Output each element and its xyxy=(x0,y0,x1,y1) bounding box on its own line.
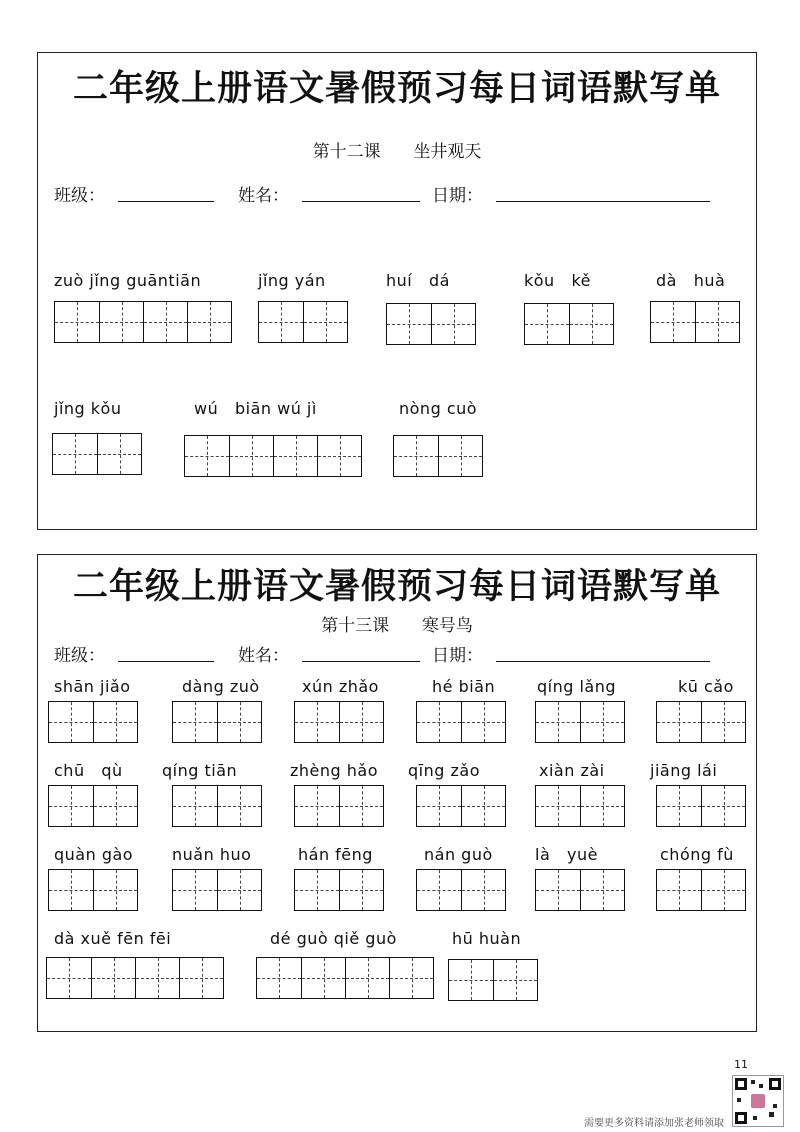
writing-grid[interactable] xyxy=(54,301,232,343)
pinyin-label: qíng lǎng xyxy=(537,677,617,696)
writing-grid[interactable] xyxy=(48,785,138,827)
pinyin-label: jǐng kǒu xyxy=(54,399,122,418)
writing-grid[interactable] xyxy=(48,869,138,911)
writing-grid[interactable] xyxy=(172,785,262,827)
worksheet-lesson-12 xyxy=(37,52,757,530)
pinyin-label: qíng tiān xyxy=(162,761,238,780)
worksheet-title: 二年级上册语文暑假预习每日词语默写单 xyxy=(72,68,721,109)
class-field[interactable] xyxy=(118,661,214,662)
pinyin-label: chū qù xyxy=(54,761,123,780)
writing-grid[interactable] xyxy=(535,785,625,827)
pinyin-label: dà xuě fēn fēi xyxy=(54,929,172,948)
writing-grid[interactable] xyxy=(535,701,625,743)
writing-grid[interactable] xyxy=(393,435,483,477)
lesson-number: 第十二课 xyxy=(312,142,381,162)
name-field[interactable] xyxy=(302,201,420,202)
name-field[interactable] xyxy=(302,661,420,662)
writing-grid[interactable] xyxy=(294,785,384,827)
lesson-number: 第十三课 xyxy=(321,616,390,636)
pinyin-label: wú biān wú jì xyxy=(194,399,317,418)
writing-grid[interactable] xyxy=(294,701,384,743)
worksheet-title: 二年级上册语文暑假预习每日词语默写单 xyxy=(72,566,721,607)
date-label: 日期： xyxy=(432,186,483,206)
writing-grid[interactable] xyxy=(650,301,740,343)
pinyin-label: hé biān xyxy=(432,677,496,696)
pinyin-label: shān jiǎo xyxy=(54,677,131,696)
writing-grid[interactable] xyxy=(416,701,506,743)
pinyin-label: nán guò xyxy=(424,845,493,864)
writing-grid[interactable] xyxy=(656,785,746,827)
pinyin-label: xiàn zài xyxy=(539,761,605,780)
writing-grid[interactable] xyxy=(524,303,614,345)
pinyin-label: kǒu kě xyxy=(524,271,591,290)
writing-grid[interactable] xyxy=(184,435,362,477)
pinyin-label: là yuè xyxy=(535,845,598,864)
pinyin-label: dà huà xyxy=(656,271,726,290)
pinyin-label: qīng zǎo xyxy=(408,761,480,780)
pinyin-label: chóng fù xyxy=(660,845,734,864)
date-field[interactable] xyxy=(496,201,710,202)
page-number: 11 xyxy=(734,1058,748,1071)
writing-grid[interactable] xyxy=(535,869,625,911)
pinyin-label: hán fēng xyxy=(298,845,373,864)
pinyin-label: zhèng hǎo xyxy=(290,761,378,780)
lesson-heading xyxy=(38,137,756,162)
writing-grid[interactable] xyxy=(386,303,476,345)
pinyin-label: jǐng yán xyxy=(258,271,326,290)
pinyin-label: huí dá xyxy=(386,271,450,290)
class-label: 班级： xyxy=(54,646,105,666)
pinyin-label: hū huàn xyxy=(452,929,522,948)
lesson-name: 寒号鸟 xyxy=(421,616,473,636)
writing-grid[interactable] xyxy=(416,785,506,827)
pinyin-label: nuǎn huo xyxy=(172,845,252,864)
writing-grid[interactable] xyxy=(48,701,138,743)
avatar xyxy=(751,1094,765,1108)
pinyin-label: xún zhǎo xyxy=(302,677,379,696)
pinyin-label: dàng zuò xyxy=(182,677,260,696)
lesson-heading xyxy=(38,611,756,636)
writing-grid[interactable] xyxy=(416,869,506,911)
writing-grid[interactable] xyxy=(52,433,142,475)
writing-grid[interactable] xyxy=(256,957,434,999)
pinyin-label: kū cǎo xyxy=(678,677,734,696)
class-field[interactable] xyxy=(118,201,214,202)
writing-grid[interactable] xyxy=(258,301,348,343)
writing-grid[interactable] xyxy=(172,701,262,743)
writing-grid[interactable] xyxy=(294,869,384,911)
writing-grid[interactable] xyxy=(448,959,538,1001)
writing-grid[interactable] xyxy=(172,869,262,911)
worksheet-lesson-13 xyxy=(37,554,757,1032)
date-field[interactable] xyxy=(496,661,710,662)
writing-grid[interactable] xyxy=(656,701,746,743)
pinyin-label: quàn gào xyxy=(54,845,134,864)
qr-code xyxy=(732,1075,784,1127)
pinyin-label: jiāng lái xyxy=(650,761,718,780)
writing-grid[interactable] xyxy=(46,957,224,999)
class-label: 班级： xyxy=(54,186,105,206)
pinyin-label: dé guò qiě guò xyxy=(270,929,397,948)
pinyin-label: nòng cuò xyxy=(399,399,478,418)
lesson-name: 坐井观天 xyxy=(413,142,482,162)
writing-grid[interactable] xyxy=(656,869,746,911)
name-label: 姓名： xyxy=(238,646,289,666)
footer-note: 需要更多资料请添加张老师领取 xyxy=(584,1118,724,1129)
pinyin-label: zuò jǐng guāntiān xyxy=(54,271,202,290)
name-label: 姓名： xyxy=(238,186,289,206)
date-label: 日期： xyxy=(432,646,483,666)
